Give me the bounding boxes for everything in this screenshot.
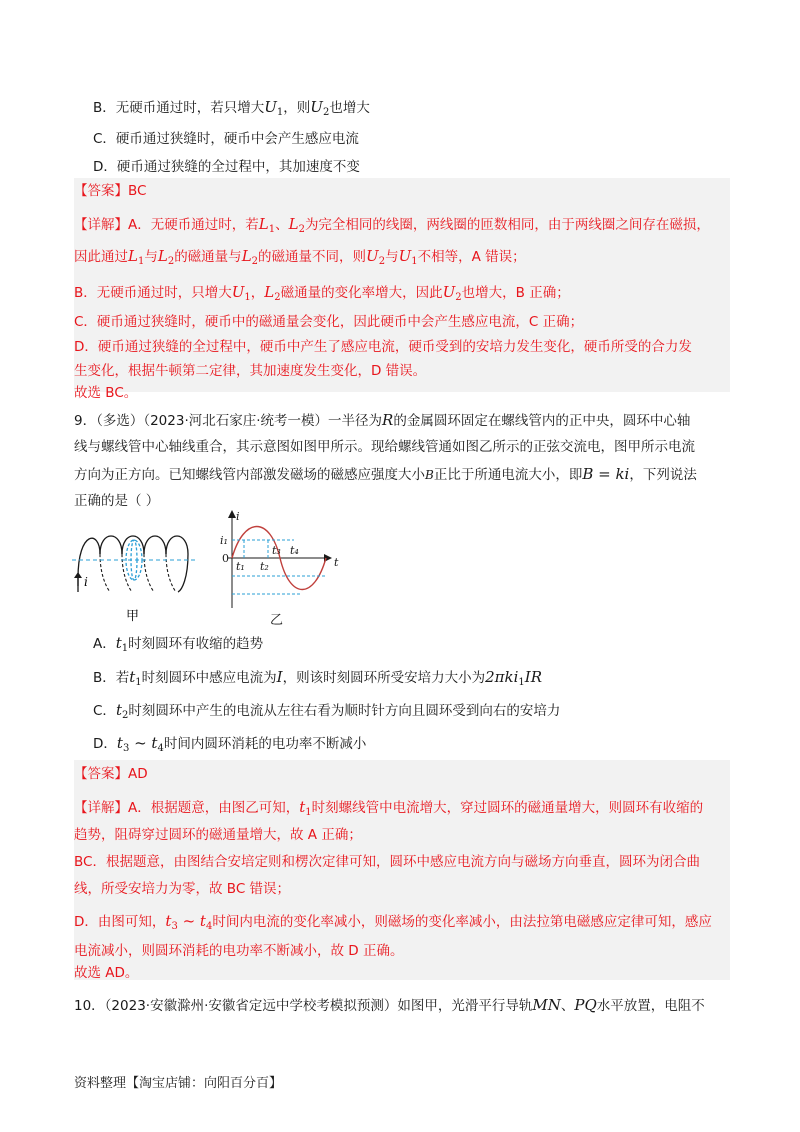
figure-current-graph — [210, 506, 350, 626]
graph-i1-label: i₁ — [220, 534, 228, 547]
q8-detail-line-2: 因此通过$L_1$与$L_2$的磁通量与$L_2$的磁通量不同，则$U_2$与$U_1$不相等，A 错误； — [74, 247, 526, 267]
q9-option-a: A．$t_1$时刻圆环有收缩的趋势 — [93, 634, 264, 654]
graph-t1-label: t₁ — [236, 560, 245, 573]
graph-t-label: t — [334, 556, 339, 569]
q9-detail-line-5: D．由图可知，$t_3$ ~ $t_4$时间内电流的变化率减小，则磁场的变化率减小，由法拉第电磁感应定律可知，感应 — [74, 912, 712, 932]
q9-stem-line-1: 9．（多选）（2023·河北石家庄·统考一模）一半径为R的金属圆环固定在螺线管内的正中央，圆环中心轴 — [74, 411, 691, 429]
q8-answer: 【答案】BC — [74, 183, 147, 199]
q9-option-d: D．$t_3$ ~ $t_4$时间内圆环消耗的电功率不断减小 — [93, 734, 367, 754]
q8-detail-line-1: 【详解】A．无硬币通过时，若$L_1$、$L_2$为完全相同的线圈，两线圈的匝数相同，由于两线圈之间存在磁损， — [74, 215, 710, 235]
q9-detail-line-7: 故选 AD。 — [74, 965, 139, 981]
q8-detail-line-5: D．硬币通过狭缝的全过程中，硬币中产生了感应电流，硬币受到的安培力发生变化，硬币所受的合力发 — [74, 339, 692, 355]
q9-detail-line-4: 线，所受安培力为零，故 BC 错误； — [74, 881, 291, 897]
q8-detail-line-7: 故选 BC。 — [74, 385, 138, 401]
page-footer: 资料整理【淘宝店铺：向阳百分百】 — [74, 1076, 283, 1091]
math-u1: $U_1$ — [264, 98, 284, 118]
q8-option-c: C．硬币通过狭缝时，硬币中会产生感应电流 — [93, 131, 359, 147]
figure-jia-label: 甲 — [126, 609, 140, 624]
q9-stem-line-2: 线与螺线管中心轴线重合，其示意图如图甲所示。现给螺线管通如图乙所示的正弦交流电，图甲所示电流 — [74, 439, 695, 455]
q10-stem-line-1: 10．（2023·安徽滁州·安徽省定远中学校考模拟预测）如图甲，光滑平行导轨MN、PQ水平放置，电阻不 — [74, 996, 705, 1014]
q9-stem-line-3: 方向为正方向。已知螺线管内部激发磁场的磁感应强度大小B正比于所通电流大小，即B = ki，下列说法 — [74, 465, 697, 483]
q9-answer: 【答案】AD — [74, 766, 148, 782]
q9-option-c: C．$t_2$时刻圆环中产生的电流从左往右看为顺时针方向且圆环受到向右的安培力 — [93, 701, 561, 721]
q9-option-b: B．若$t_1$时刻圆环中感应电流为I，则该时刻圆环所受安培力大小为2πki$_1$IR — [93, 668, 543, 688]
figure-solenoid — [70, 520, 200, 630]
q9-detail-line-2: 趋势，阻碍穿过圆环的磁通量增大，故 A 正确； — [74, 827, 362, 843]
q8-option-b-text: B．无硬币通过时，若只增大 — [93, 100, 265, 116]
q9-detail-line-6: 电流减小，则圆环消耗的电功率不断减小，故 D 正确。 — [74, 943, 404, 959]
q8-option-d: D．硬币通过狭缝的全过程中，其加速度不变 — [93, 159, 360, 175]
q9-detail-line-3: BC．根据题意，由图结合安培定则和楞次定律可知，圆环中感应电流方向与磁场方向垂直，圆环为闭合曲 — [74, 854, 700, 870]
q9-detail-line-1: 【详解】A．根据题意，由图乙可知，$t_1$时刻螺线管中电流增大，穿过圆环的磁通量增大，则圆环有收缩的 — [74, 798, 704, 818]
q8-detail-line-6: 生变化，根据牛顿第二定律，其加速度发生变化，D 错误。 — [74, 363, 427, 379]
graph-t2-label: t₂ — [260, 560, 269, 573]
graph-zero-label: 0 — [222, 552, 229, 565]
q9-stem-line-4: 正确的是（ ） — [74, 493, 160, 509]
q8-detail-line-3: B．无硬币通过时，只增大$U_1$，$L_2$磁通量的变化率增大，因此$U_2$也增大，B 正确； — [74, 283, 570, 303]
math-u2: $U_2$ — [310, 98, 330, 118]
q8-option-b: B．无硬币通过时，若只增大$U_1$，则$U_2$也增大 — [93, 98, 370, 118]
graph-t4-label: t₄ — [290, 544, 299, 557]
figure-yi-label: 乙 — [270, 613, 284, 626]
q8-detail-line-4: C．硬币通过狭缝时，硬币中的磁通量会变化，因此硬币中会产生感应电流，C 正确； — [74, 314, 584, 330]
graph-y-arrow — [228, 510, 236, 518]
graph-i-label: i — [236, 510, 240, 523]
graph-t3-label: t₃ — [272, 544, 281, 557]
solenoid-current-label: i — [84, 575, 88, 589]
